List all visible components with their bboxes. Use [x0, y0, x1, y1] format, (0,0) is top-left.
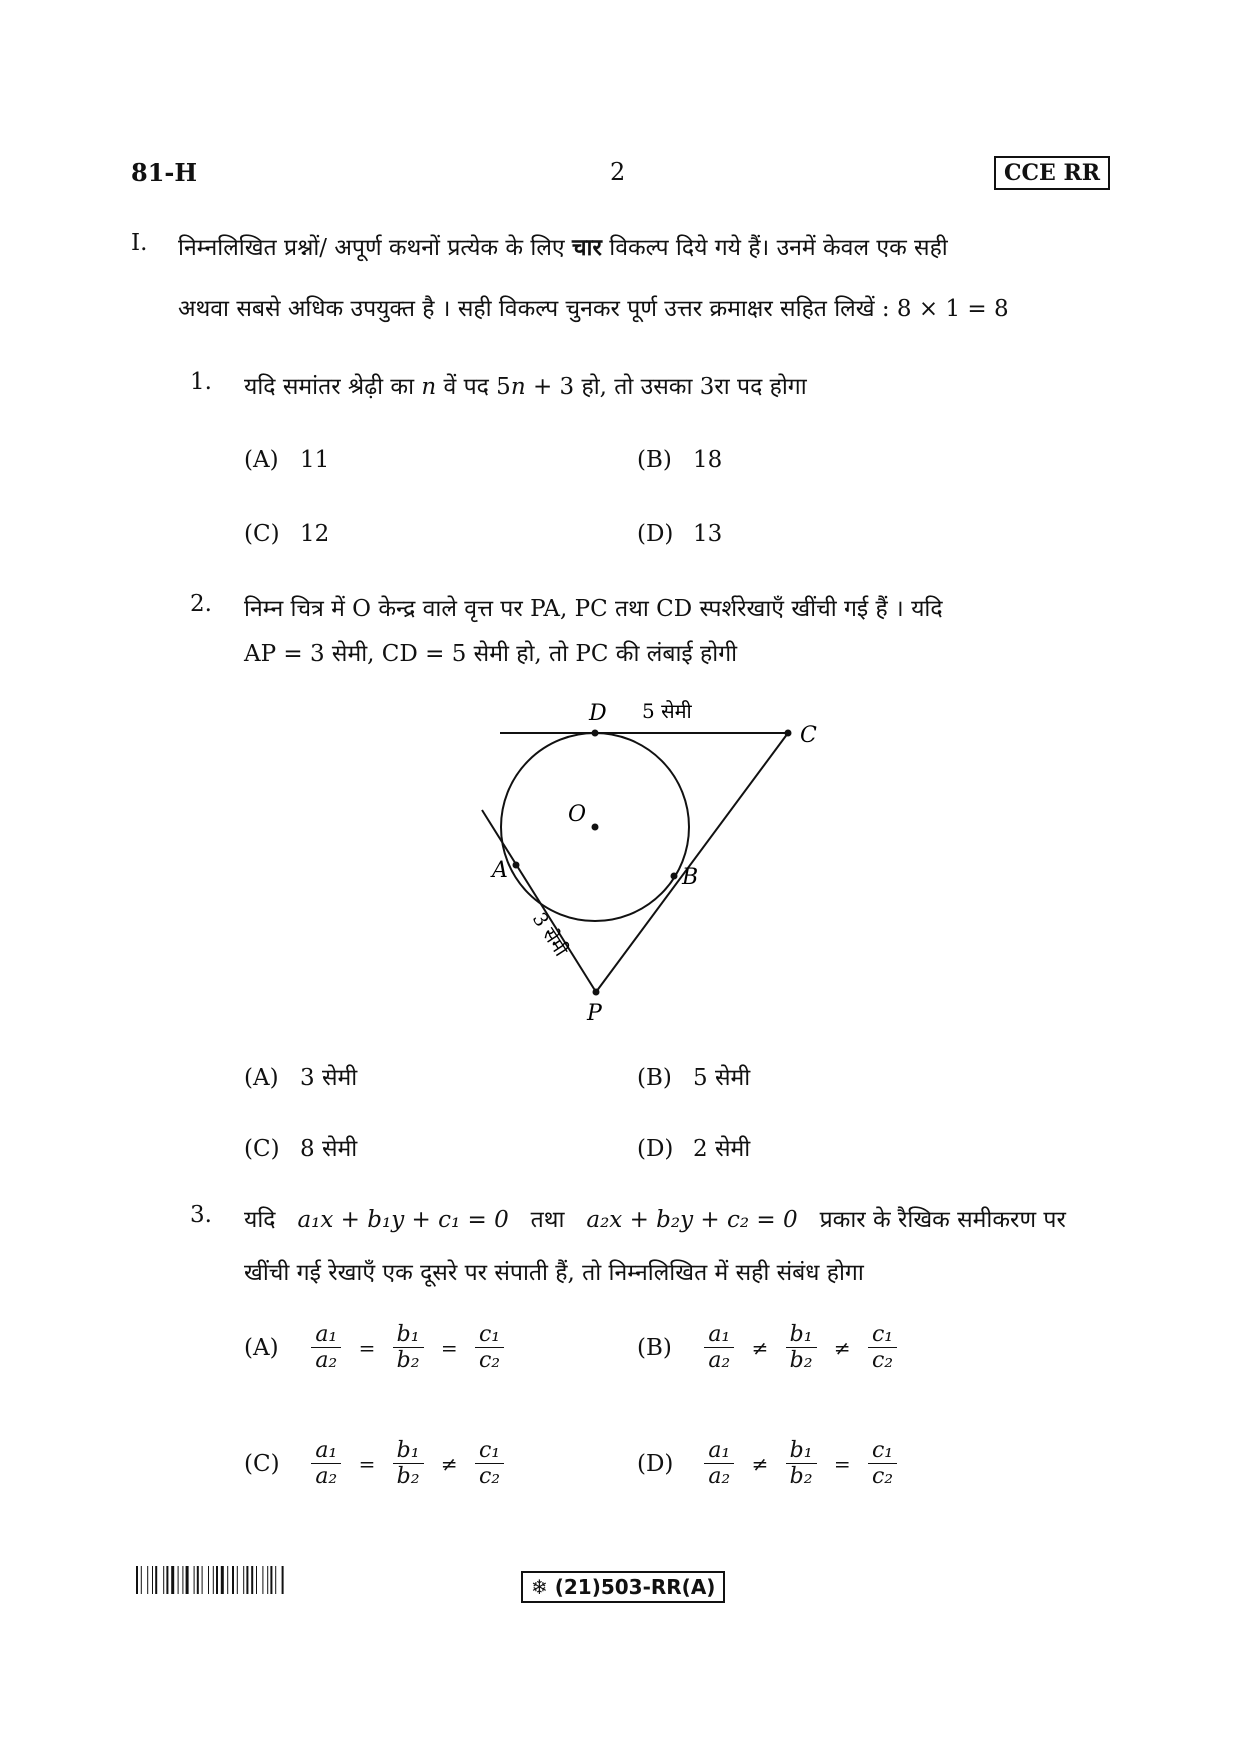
frac-a: $\frac{\text{a₁}}{\text{a₂}}$: [311, 1438, 341, 1489]
tangent-line-pc: [596, 733, 788, 992]
q3-number: 3.: [190, 1202, 212, 1228]
frac-a: $\frac{\text{a₁}}{\text{a₂}}$: [311, 1322, 341, 1373]
point-c: [785, 730, 792, 737]
q1-number: 1.: [190, 369, 212, 395]
label-d: D: [589, 701, 607, 726]
frac-c: $\frac{\text{c₁}}{\text{c₂}}$: [868, 1322, 897, 1373]
q2-option-c[interactable]: (C) 8 सेमी: [244, 1136, 358, 1162]
footer-code: ❄ (21)503-RR(A): [521, 1571, 725, 1603]
q3-option-a[interactable]: (A) $\frac{\text{a₁}}{\text{a₂}}$ = $\frac{\text{b₁}}{\text{b₂}}$ = $\frac{\text{c₁}}{\text{c₂}}$: [244, 1322, 508, 1373]
label-b: B: [682, 865, 699, 890]
q2-text-line1: निम्न चित्र में O केन्द्र वाले वृत्त पर PA, PC तथा CD स्पर्शरेखाएँ खींची गई हैं । यदि: [244, 596, 943, 622]
point-p: [593, 989, 600, 996]
section-instruction-line2: अथवा सबसे अधिक उपयुक्त है । सही विकल्प चुनकर पूर्ण उत्तर क्रमाक्षर सहित लिखें : 8 × 1 = 8: [178, 296, 1009, 322]
q2-tangent-figure: [470, 690, 850, 1030]
q2-text-line2: AP = 3 सेमी, CD = 5 सेमी हो, तो PC की लंबाई होगी: [244, 641, 738, 667]
frac-c: $\frac{\text{c₁}}{\text{c₂}}$: [868, 1438, 897, 1489]
frac-b: $\frac{\text{b₁}}{\text{b₂}}$: [393, 1438, 424, 1489]
frac-b: $\frac{\text{b₁}}{\text{b₂}}$: [786, 1322, 817, 1373]
q3-option-c[interactable]: (C) $\frac{\text{a₁}}{\text{a₂}}$ = $\frac{\text{b₁}}{\text{b₂}}$ ≠ $\frac{\text{c₁}}{\text{c₂}}$: [244, 1438, 508, 1489]
q2-number: 2.: [190, 591, 212, 617]
point-o: [592, 824, 599, 831]
q2-option-a[interactable]: (A) 3 सेमी: [244, 1065, 358, 1091]
point-a: [513, 862, 520, 869]
frac-c: $\frac{\text{c₁}}{\text{c₂}}$: [475, 1322, 504, 1373]
frac-b: $\frac{\text{b₁}}{\text{b₂}}$: [393, 1322, 424, 1373]
q3-text-line2: खींची गई रेखाएँ एक दूसरे पर संपाती हैं, तो निम्नलिखित में सही संबंध होगा: [244, 1260, 864, 1286]
q1-text: यदि समांतर श्रेढ़ी का n वें पद 5n + 3 हो, तो उसका 3रा पद होगा: [244, 374, 807, 400]
section-number: I.: [131, 230, 148, 256]
q3-option-b[interactable]: (B) $\frac{\text{a₁}}{\text{a₂}}$ ≠ $\frac{\text{b₁}}{\text{b₂}}$ ≠ $\frac{\text{c₁}}{\text{c₂}}$: [637, 1322, 901, 1373]
q1-option-d[interactable]: (D) 13: [637, 521, 723, 547]
q2-option-b[interactable]: (B) 5 सेमी: [637, 1065, 751, 1091]
frac-a: $\frac{\text{a₁}}{\text{a₂}}$: [704, 1322, 734, 1373]
paper-code: 81-H: [131, 158, 198, 187]
barcode: [136, 1566, 368, 1594]
label-c: C: [800, 723, 817, 748]
q3-text-line1: यदि a₁x + b₁y + c₁ = 0 तथा a₂x + b₂y + c₂ = 0 प्रकार के रैखिक समीकरण पर: [244, 1207, 1066, 1233]
label-a: A: [492, 858, 508, 883]
label-ap-length: 3 सेमी: [527, 908, 573, 961]
q1-option-c[interactable]: (C) 12: [244, 521, 330, 547]
tangent-line-pa: [482, 810, 596, 992]
frac-c: $\frac{\text{c₁}}{\text{c₂}}$: [475, 1438, 504, 1489]
frac-a: $\frac{\text{a₁}}{\text{a₂}}$: [704, 1438, 734, 1489]
label-cd-length: 5 सेमी: [642, 699, 692, 723]
scheme-badge: CCE RR: [994, 156, 1110, 190]
q1-option-b[interactable]: (B) 18: [637, 447, 723, 473]
page-number: 2: [610, 158, 626, 186]
point-d: [592, 730, 599, 737]
frac-b: $\frac{\text{b₁}}{\text{b₂}}$: [786, 1438, 817, 1489]
section-instruction-line1: निम्नलिखित प्रश्नों/ अपूर्ण कथनों प्रत्येक के लिए चार विकल्प दिये गये हैं। उनमें केवल एक सही: [178, 234, 948, 261]
q3-equation-2: a₂x + b₂y + c₂ = 0: [586, 1207, 798, 1233]
label-p: P: [587, 1001, 602, 1026]
q2-option-d[interactable]: (D) 2 सेमी: [637, 1136, 751, 1162]
point-b: [671, 873, 678, 880]
q3-option-d[interactable]: (D) $\frac{\text{a₁}}{\text{a₂}}$ ≠ $\frac{\text{b₁}}{\text{b₂}}$ = $\frac{\text{c₁}}{\text{c₂}}$: [637, 1438, 901, 1489]
q1-option-a[interactable]: (A) 11: [244, 447, 330, 473]
label-o: O: [568, 802, 587, 827]
q3-equation-1: a₁x + b₁y + c₁ = 0: [297, 1207, 509, 1233]
